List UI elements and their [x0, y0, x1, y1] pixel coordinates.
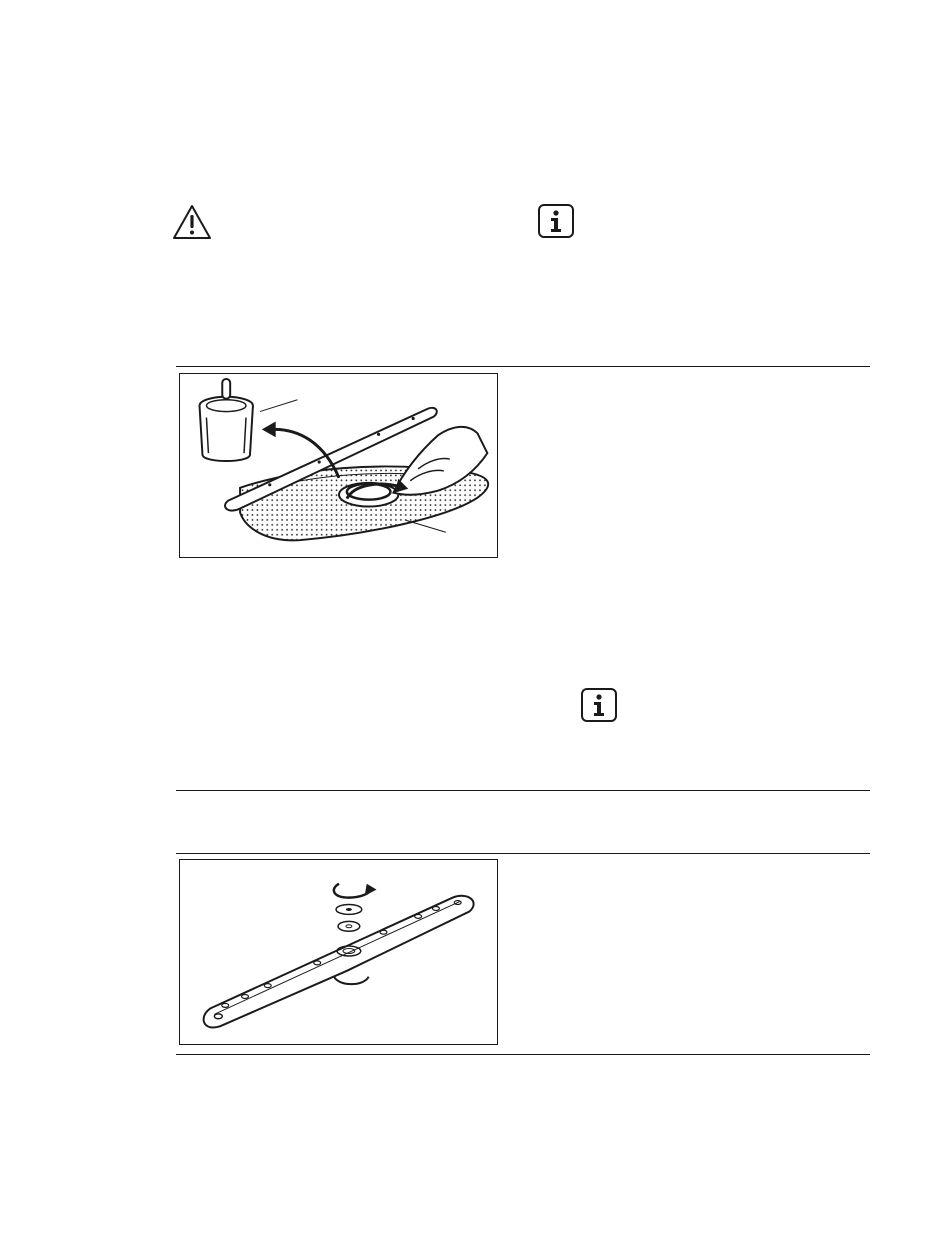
section-divider — [176, 853, 870, 854]
section-divider — [176, 790, 870, 791]
warning-triangle-icon — [171, 203, 213, 241]
filter-removal-illustration — [179, 373, 498, 558]
information-icon — [537, 203, 575, 239]
section-divider — [176, 366, 870, 367]
information-icon — [580, 687, 618, 723]
section-divider — [176, 1054, 870, 1055]
spray-arm-illustration — [179, 859, 498, 1045]
